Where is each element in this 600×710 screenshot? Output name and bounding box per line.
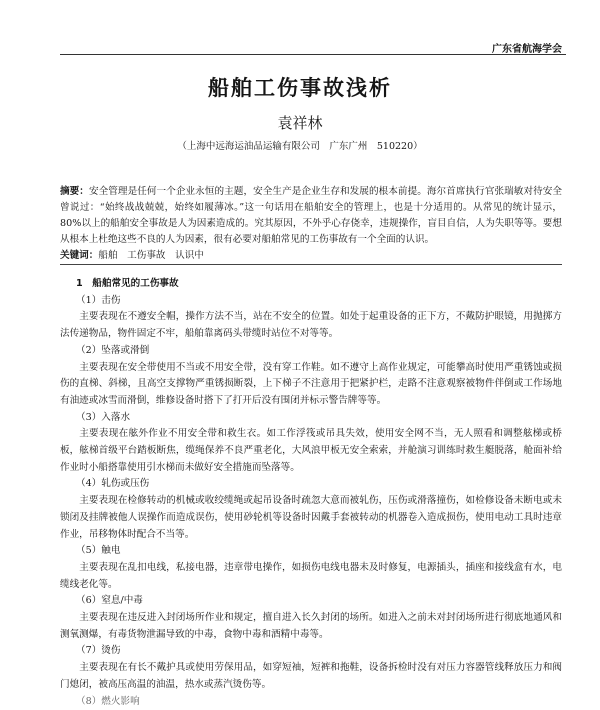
subsection-title: （8）燃火影响 — [76, 695, 140, 707]
affiliation: （上海中远海运油品运输有限公司 广东广州 510220） — [177, 141, 423, 152]
subsection-title: （4）轧伤或压伤 — [76, 478, 150, 490]
paragraph: 主要表现在安全带使用不当或不用安全带，没有穿工作鞋。如不遵守上高作业规定，可能攀高时使用严重锈蚀或损伤的直梯、斜梯，且高空支撑物严重锈损断裂，上下梯子不注意用于把紧护栏，走路不注意观察被物件伴倒或工作场地有油迹或冰雪而滑倒，维修设备时搭下了打开后没有围闭并标示警告牌等等。 — [60, 361, 562, 406]
section-heading: 1 船舶常见的工伤事故 — [76, 278, 179, 289]
subsection-title: （6）窒息/中毒 — [76, 595, 143, 607]
body-text — [60, 275, 562, 710]
paragraph: 主要表现在检修转动的机械或收绞缆绳或起吊设备时疏忽大意而被轧伤，压伤或滑落撞伤，如检修设备未断电或未锁闭及挂牌被他人误操作而造成误伤，使用砂轮机等设备时因戴手套被转动的机器卷入造成损伤，使用电动工具时违章作业，吊移物体时配合不当等。 — [60, 495, 562, 540]
paragraph: 主要表现在不遵安全帽，操作方法不当，站在不安全的位置。如处于起重设备的正下方，不戴防护眼镜，用抛掷方法传递物品，物件固定不牢，船舶靠离码头带缆时站位不对等等。 — [60, 311, 562, 340]
keywords-label: 关键词： — [60, 250, 99, 261]
paragraph: 主要表现在有长不戴护具或使用劳保用品，如穿短袖，短裤和拖鞋，设备拆检时没有对压力容器管线释放压力和阀门熄闭，被高压高温的油温，热水或蒸汽烫伤等。 — [60, 662, 562, 690]
subsection-title: （7）烫伤 — [76, 645, 121, 657]
author-name: 袁祥林 — [277, 114, 323, 132]
subsection-title: （1）击伤 — [76, 294, 121, 306]
subsection-title: （3）入落水 — [76, 411, 131, 423]
subsection-title: （5）触电 — [76, 545, 121, 557]
paragraph: 主要表现在乱扣电线，私接电器，违章带电操作，如损伤电线电器未及时修复，电源插头，插座和接线盒有水，电缆线老化等。 — [60, 561, 562, 590]
header-rule — [60, 54, 566, 55]
abstract-label: 摘要： — [60, 186, 89, 197]
keywords — [60, 247, 562, 261]
paper-title: 船舶工伤事故浅析 — [208, 76, 392, 100]
paragraph: 主要表现在违反进入封闭场所作业和规定，擅自进入长久封闭的场所。如进入之前未对封闭场所进行彻底地通风和测氧测爆，有毒货物泄漏导致的中毒，食物中毒和酒精中毒等。 — [60, 612, 562, 640]
section-rule — [60, 264, 562, 265]
paragraph: 主要表现在舷外作业不用安全带和救生衣。如工作浮筏或吊具失效，使用安全网不当，无人照看和调整舷梯或桥板，舷梯首级平台踏板断焦，缆绳保养不良严重老化，大风浪甲板无安全索索，并舱演习训练时救生艇脱落，舱面补给作业时小船搭靠使用引水梯而未做好安全措施而坠落等。 — [60, 428, 562, 473]
subsection-title: （2）坠落或滑倒 — [76, 344, 150, 356]
journal-name: 广东省航海学会 — [492, 44, 562, 55]
abstract-text: 安全管理是任何一个企业永恒的主题，安全生产是企业生存和发展的根本前提。海尔首席执行官张瑞敏对待安全曾说过：“始终战战兢兢，始终如履薄冰。”这一句话用在船舶安全的管理上，也是十分适用的。从常见的统计显示，80%以上的船舶安全事故是人为因素造成的。究其原因，不外乎心存侥幸，违规操作，盲目自信，人为失职等等。要想从根本上杜绝这些不良的人为因素，很有必要对船舶常见的工伤事故有一个全面的认识。 — [60, 186, 563, 245]
keywords-text: 船舶 工伤事故 认识中 — [98, 250, 204, 261]
abstract — [60, 184, 562, 248]
